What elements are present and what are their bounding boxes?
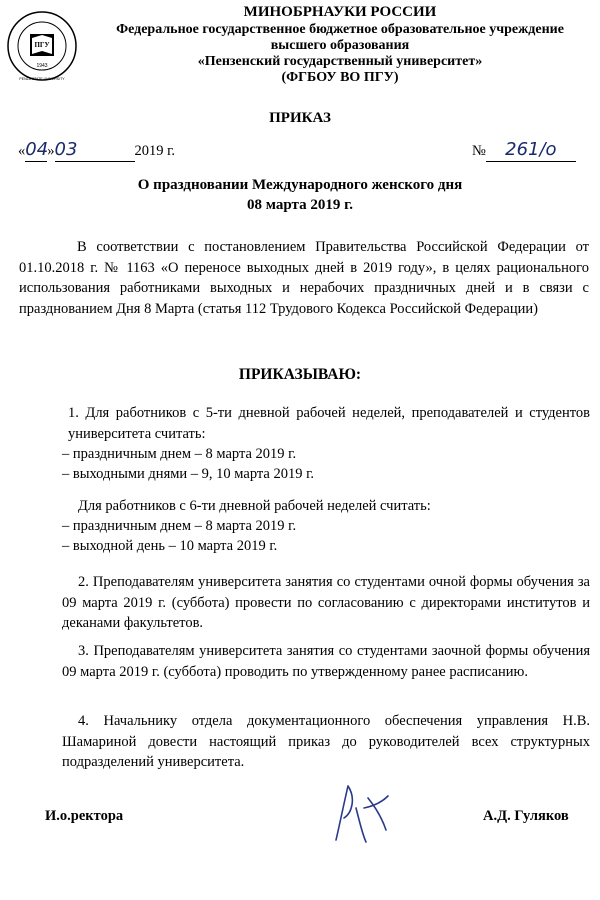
svg-text:1943: 1943	[36, 63, 48, 69]
item-1-weekend: – выходными днями – 9, 10 марта 2019 г.	[62, 466, 315, 482]
header-abbr: (ФГБОУ ВО ПГУ)	[281, 70, 399, 85]
order-title: ПРИКАЗ	[269, 110, 331, 126]
date-month: 03	[55, 140, 135, 162]
item-1-holiday: – праздничным днем – 8 марта 2019 г.	[62, 446, 297, 462]
header-level: высшего образования	[270, 38, 410, 53]
item-1-text: 1. Для работников с 5-ти дневной рабочей неделей, преподавателей и студентов университета считать:	[68, 405, 590, 442]
date-day: 04	[25, 139, 49, 160]
order-number-value: 261/о	[486, 140, 576, 162]
header-ministry: МИНОБРНАУКИ РОССИИ	[243, 4, 437, 20]
item-1-holiday-6: – праздничным днем – 8 марта 2019 г.	[62, 518, 297, 534]
signer-position: И.о.ректора	[45, 808, 124, 824]
item-1-text2: Для работников с 6-ти дневной рабочей неделей считать:	[78, 498, 431, 514]
item-3: 3. Преподавателям университета занятия со студентами заочной формы обучения 09 марта 2019 г. (суббота) проводить по утвержденному ранее расписанию.	[62, 643, 590, 680]
subject-line2: 08 марта 2019 г.	[247, 197, 353, 213]
handwritten-signature	[326, 778, 396, 848]
subject-line1: О праздновании Международного женского дня	[137, 177, 463, 193]
preamble: В соответствии с постановлением Правительства Российской Федерации от 01.10.2018 г. № 1163 «О переносе выходных дней в 2019 году», в целях рационального использования работниками выходных и нерабочих праздничных дней и в связи с празднованием Дня 8 Марта (статья 112 Трудового Кодекса Российской Федерации)	[19, 239, 589, 317]
decree-heading: ПРИКАЗЫВАЮ:	[238, 366, 362, 383]
item-1-weekend-6: – выходной день – 10 марта 2019 г.	[62, 538, 278, 554]
header-university: «Пензенский государственный университет»	[197, 54, 483, 69]
svg-text:PENZA STATE UNIVERSITY: PENZA STATE UNIVERSITY	[19, 77, 65, 81]
order-number: № 261/о	[472, 140, 576, 162]
order-date: «04»03 2019 г.	[18, 139, 176, 160]
item-4: 4. Начальнику отдела документационного обеспечения управления Н.В. Шамариной довести настоящий приказ до руководителей всех структурных подразделений университета.	[62, 713, 590, 770]
header-institution: Федеральное государственное бюджетное образовательное учреждение	[116, 22, 564, 37]
svg-text:ПГУ: ПГУ	[34, 41, 50, 49]
signer-name: А.Д. Гуляков	[483, 808, 569, 824]
university-logo	[6, 10, 78, 82]
item-2: 2. Преподавателям университета занятия со студентами очной формы обучения за 09 марта 2019 г. (суббота) провести по согласованию с директорами институтов и деканами факультетов.	[62, 574, 590, 631]
